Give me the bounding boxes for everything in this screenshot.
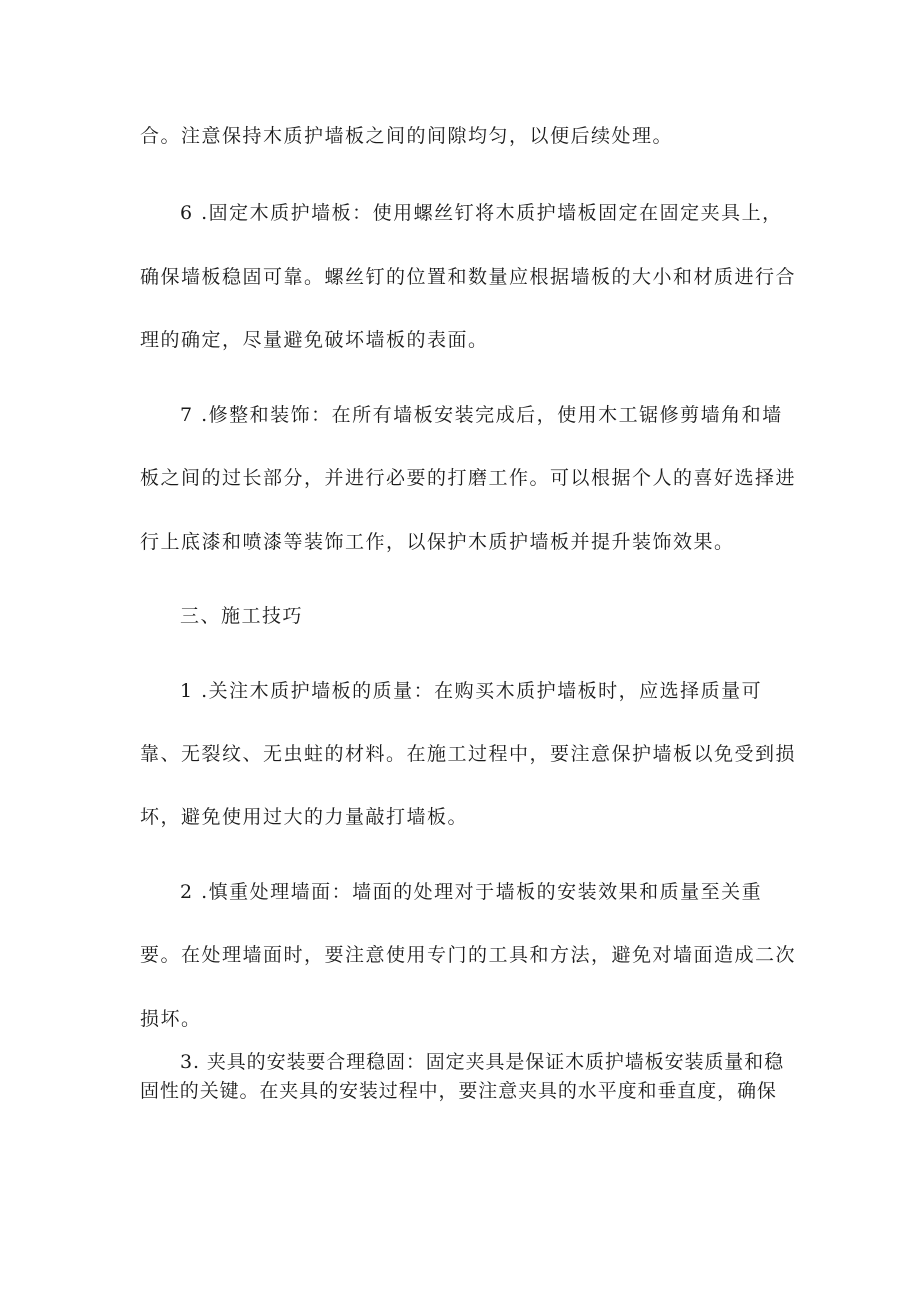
paragraph-line: 1 .关注木质护墙板的质量：在购买木质护墙板时，应选择质量可	[180, 680, 763, 702]
paragraph-line: 2 .慎重处理墙面：墙面的处理对于墙板的安装效果和质量至关重	[180, 881, 763, 903]
paragraph-line: 确保墙板稳固可靠。螺丝钉的位置和数量应根据墙板的大小和材质进行合	[140, 266, 797, 288]
paragraph-line: 行上底漆和喷漆等装饰工作，以保护木质护墙板并提升装饰效果。	[140, 531, 735, 553]
paragraph-line: 理的确定，尽量避免破坏墙板的表面。	[140, 329, 489, 351]
paragraph-line: 3. 夹具的安装要合理稳固：固定夹具是保证木质护墙板安装质量和稳	[180, 1051, 784, 1073]
paragraph-line: 损坏。	[140, 1008, 202, 1030]
paragraph-line: 板之间的过长部分，并进行必要的打磨工作。可以根据个人的喜好选择进	[140, 467, 797, 489]
paragraph-line: 靠、无裂纹、无虫蛀的材料。在施工过程中，要注意保护墙板以免受到损	[140, 743, 797, 765]
paragraph-line: 固性的关键。在夹具的安装过程中，要注意夹具的水平度和垂直度，确保	[140, 1080, 777, 1102]
section-heading: 三、施工技巧	[180, 605, 304, 627]
paragraph-line: 合。注意保持木质护墙板之间的间隙均匀，以便后续处理。	[140, 125, 674, 147]
paragraph-line: 坏，避免使用过大的力量敲打墙板。	[140, 806, 469, 828]
paragraph-line: 要。在处理墙面时，要注意使用专门的工具和方法，避免对墙面造成二次	[140, 944, 797, 966]
paragraph-line: 6 .固定木质护墙板：使用螺丝钉将木质护墙板固定在固定夹具上，	[180, 202, 783, 224]
paragraph-line: 7 .修整和装饰：在所有墙板安装完成后，使用木工锯修剪墙角和墙	[180, 404, 783, 426]
